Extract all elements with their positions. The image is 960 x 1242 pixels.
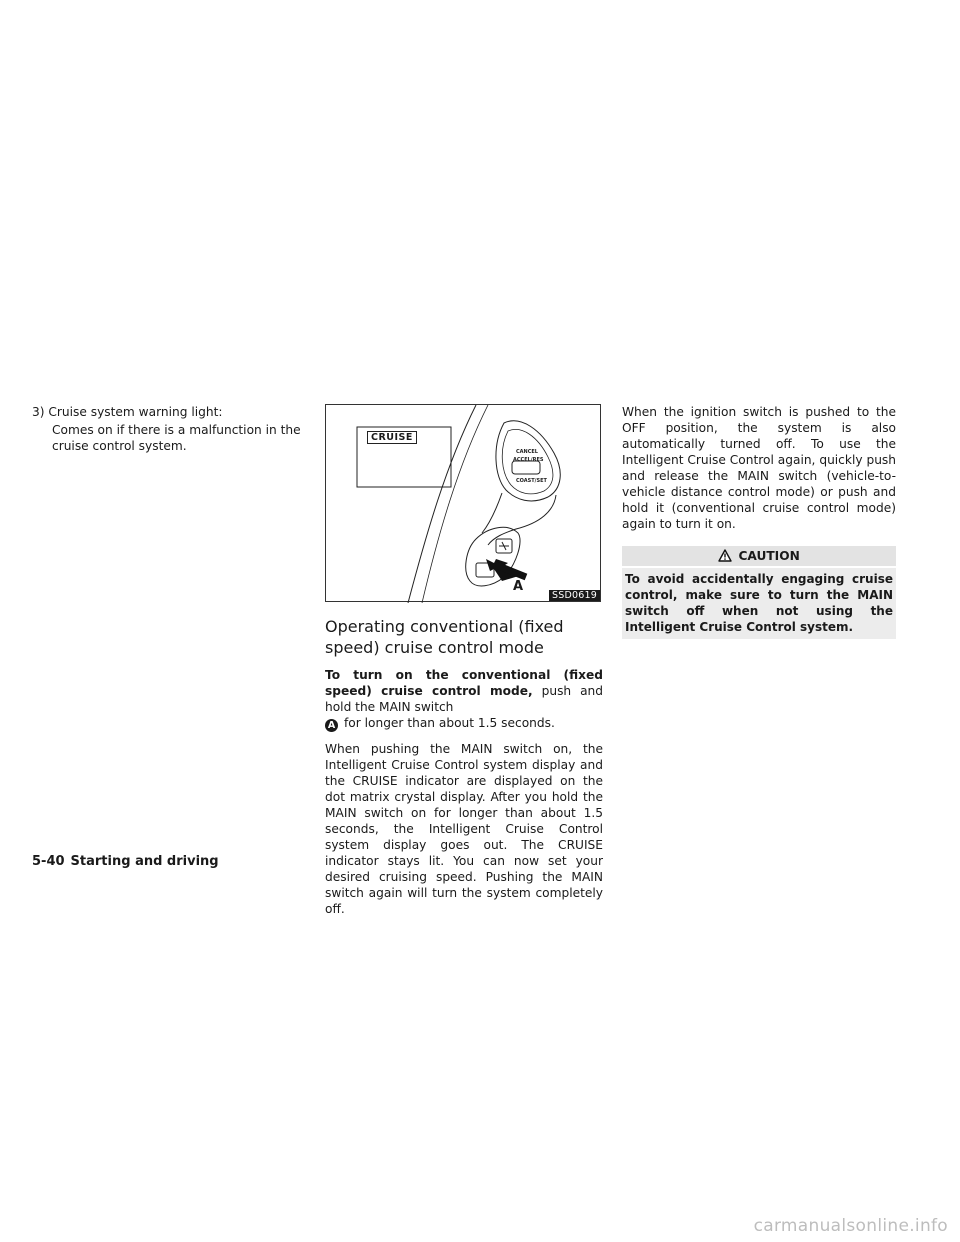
- page-footer: [32, 854, 219, 870]
- paragraph-rest: push and hold the MAIN switch: [325, 684, 604, 714]
- paragraph-main-switch: When pushing the MAIN switch on, the Intelligent Cruise Control system display and the CRUISE indicator are displayed on the dot matrix crystal display. After you hold the MAIN switch on for longer than about 1.5 seconds, the Intelligent Cruise Control system display goes out. The CRUISE indicator stays lit. You can now set your desired cruising speed. Pushing the MAIN switch again will turn the system completely off.: [325, 742, 603, 916]
- paragraph-ignition: When the ignition switch is pushed to the OFF position, the system is also automatically turned off. To use the Intelligent Cruise Control again, quickly push and release the MAIN switch (vehicle-to-vehicle distance control mode) or push and hold it (conventional cruise control mode) again to turn it on.: [622, 405, 896, 531]
- callout-a-badge: A: [325, 719, 338, 732]
- paragraph-turn-on: [325, 667, 603, 732]
- caution-box: [622, 546, 896, 639]
- warning-triangle-icon: [718, 549, 732, 562]
- figure-code: SSD0619: [549, 590, 600, 601]
- list-item-number: 3): [32, 405, 45, 419]
- footer-section-title: Starting and driving: [70, 854, 219, 869]
- list-item-body: Comes on if there is a malfunction in the cruise control system.: [52, 423, 301, 453]
- left-column: [32, 404, 312, 454]
- right-column: [622, 404, 896, 639]
- steering-switch-figure: [325, 404, 601, 602]
- paragraph-callout-line: [325, 715, 603, 732]
- caution-title: CAUTION: [738, 549, 800, 563]
- paragraph-end: for longer than about 1.5 seconds.: [344, 716, 555, 730]
- lcd-cruise-label: CRUISE: [367, 431, 417, 444]
- section-heading: Operating conventional (fixed speed) cruise control mode: [325, 617, 564, 657]
- caution-header: [622, 546, 896, 566]
- switch-label-coast: COAST/SET: [516, 478, 547, 484]
- middle-column: [325, 404, 603, 917]
- page-number: 5-40: [32, 854, 65, 869]
- list-item-title: Cruise system warning light:: [48, 405, 223, 419]
- list-item-warning-light: [32, 404, 312, 420]
- watermark: carmanualsonline.info: [753, 1216, 948, 1236]
- switch-label-accel: ACCEL/RES: [513, 457, 544, 463]
- switch-label-cancel: CANCEL: [516, 449, 538, 455]
- callout-a: A: [513, 579, 524, 594]
- caution-text: To avoid accidentally engaging cruise control, make sure to turn the MAIN switch off when not using the Intelligent Cruise Control system.: [622, 568, 896, 639]
- paragraph-bold-lead: To turn on the conventional (fixed speed) cruise control mode,: [325, 668, 603, 698]
